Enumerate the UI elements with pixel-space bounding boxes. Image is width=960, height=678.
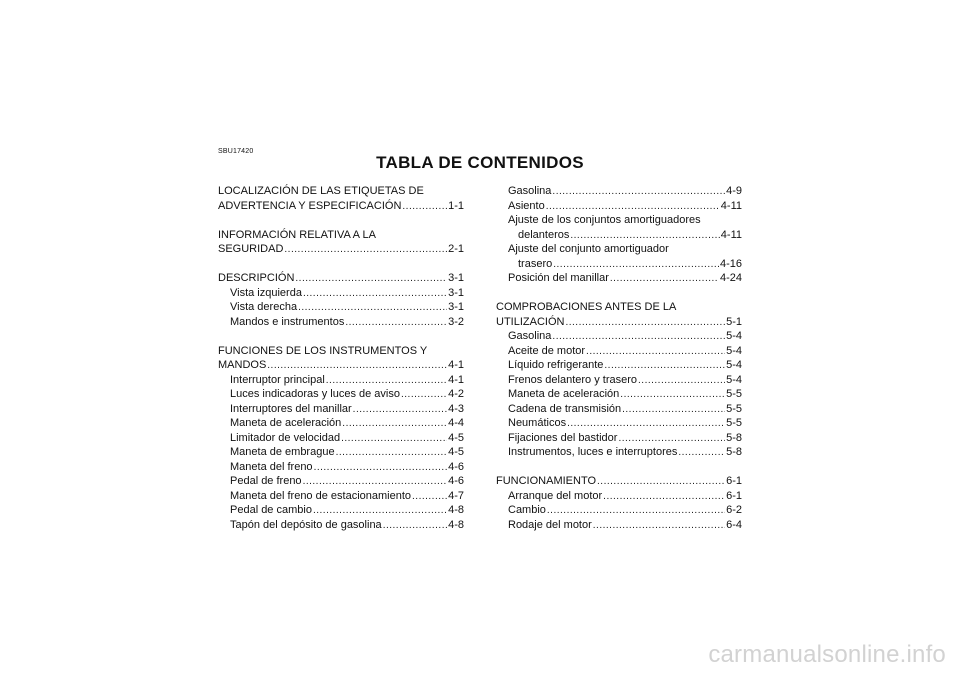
toc-entry-title: Maneta de aceleración: [508, 388, 620, 400]
toc-entry-title: Vista izquierda: [230, 286, 302, 299]
toc-spacer: [218, 257, 464, 272]
toc-entry[interactable]: [218, 431, 464, 446]
toc-page-number: 4-11: [720, 228, 742, 241]
toc-entry-title: Interruptor principal: [230, 373, 325, 386]
toc-heading-line: INFORMACIÓN RELATIVA A LA: [218, 228, 376, 241]
toc-entry-title: UTILIZACIÓN: [496, 315, 565, 328]
toc-entry[interactable]: [496, 402, 742, 417]
dot-leader: [547, 504, 725, 518]
toc-entry[interactable]: [218, 199, 464, 214]
toc-page-number: 5-4: [726, 359, 742, 371]
toc-page-number: 4-8: [448, 504, 464, 516]
toc-entry[interactable]: [496, 228, 742, 243]
dot-leader: [622, 403, 725, 417]
toc-entry-title: Interruptores del manillar: [230, 402, 352, 415]
toc-entry[interactable]: [218, 373, 464, 388]
dot-leader: [295, 272, 447, 286]
toc-entry-title: Maneta del freno: [230, 460, 313, 473]
dot-leader: [546, 200, 720, 214]
toc-page-number: 3-1: [448, 301, 464, 313]
toc-page-number: 1-1: [448, 199, 464, 212]
toc-page-number: 4-7: [448, 489, 464, 502]
toc-page-number: 4-4: [448, 417, 464, 429]
toc-entry[interactable]: [218, 315, 464, 330]
toc-entry-title: Rodaje del motor: [508, 518, 592, 531]
toc-page-number: 5-5: [726, 417, 742, 429]
page-title: TABLA DE CONTENIDOS: [376, 153, 584, 172]
toc-entry[interactable]: [496, 257, 742, 272]
toc-entry[interactable]: [218, 503, 464, 518]
toc-page-number: 5-1: [726, 315, 742, 328]
dot-leader: [597, 475, 725, 489]
toc-page-number: 5-5: [726, 388, 742, 400]
toc-entry[interactable]: [218, 416, 464, 431]
dot-leader: [341, 432, 447, 446]
toc-entry[interactable]: [218, 518, 464, 533]
toc-page-number: 6-1: [726, 489, 742, 502]
toc-entry-title: Posición del manillar: [508, 272, 609, 284]
dot-leader: [336, 446, 448, 460]
dot-leader: [593, 519, 725, 533]
toc-entry-title: Maneta de embrague: [230, 446, 335, 458]
dot-leader: [298, 301, 447, 315]
toc-entry[interactable]: [218, 242, 464, 257]
toc-entry-title: DESCRIPCIÓN: [218, 272, 295, 284]
toc-page-number: 6-4: [726, 518, 742, 531]
toc-entry[interactable]: [218, 474, 464, 489]
toc-entry-title: Pedal de freno: [230, 475, 302, 487]
toc-spacer: [496, 460, 742, 475]
toc-heading-line: LOCALIZACIÓN DE LAS ETIQUETAS DE: [218, 185, 424, 197]
toc-entry[interactable]: [496, 315, 742, 330]
toc-entry-title: Cadena de transmisión: [508, 402, 622, 415]
toc-page-number: 6-2: [726, 504, 742, 516]
toc-entry-title: Maneta de aceleración: [230, 417, 342, 429]
toc-entry[interactable]: [496, 358, 742, 373]
toc-entry[interactable]: [496, 445, 742, 460]
dot-leader: [586, 345, 725, 359]
toc-entry-title: Cambio: [508, 504, 546, 516]
toc-entry-title: Líquido refrigerante: [508, 359, 604, 371]
toc-entry-title: trasero: [518, 257, 553, 270]
document-code: SBU17420: [218, 148, 254, 155]
toc-page-number: 5-5: [726, 402, 742, 415]
toc-entry-title: Luces indicadoras y luces de aviso: [230, 388, 400, 400]
toc-entry-title: delanteros: [518, 228, 570, 241]
toc-entry-title: FUNCIONAMIENTO: [496, 475, 597, 487]
toc-entry[interactable]: [496, 387, 742, 402]
toc-entry-title: Vista derecha: [230, 301, 298, 313]
dot-leader: [412, 490, 447, 504]
dot-leader: [603, 490, 725, 504]
toc-page-number: 2-1: [448, 243, 464, 255]
toc-page-number: 3-1: [448, 286, 464, 299]
toc-entry-title: Frenos delantero y trasero: [508, 373, 638, 386]
dot-leader: [303, 475, 448, 489]
toc-entry-title: Aceite de motor: [508, 344, 586, 357]
toc-entry-title: SEGURIDAD: [218, 243, 284, 255]
toc-entry[interactable]: [496, 271, 742, 286]
dot-leader: [303, 287, 447, 301]
toc-entry[interactable]: [496, 489, 742, 504]
toc-page-number: 4-2: [448, 388, 464, 400]
toc-page-number: 4-11: [720, 199, 742, 212]
dot-leader: [618, 432, 725, 446]
toc-spacer: [496, 286, 742, 301]
toc-entry[interactable]: [496, 373, 742, 388]
toc-page-number: 3-1: [448, 272, 464, 284]
toc-entry-title: Fijaciones del bastidor: [508, 431, 618, 444]
dot-leader: [570, 229, 719, 243]
dot-leader: [313, 504, 447, 518]
dot-leader: [552, 185, 725, 199]
toc-entry[interactable]: [496, 431, 742, 446]
dot-leader: [284, 243, 447, 257]
toc-page-number: 6-1: [726, 475, 742, 487]
dot-leader: [342, 417, 447, 431]
toc-entry-title: Neumáticos: [508, 417, 567, 429]
dot-leader: [314, 461, 448, 475]
toc-spacer: [218, 213, 464, 228]
toc-entry[interactable]: [218, 387, 464, 402]
dot-leader: [401, 388, 447, 402]
toc-page-number: 4-8: [448, 518, 464, 531]
toc-heading-line: Ajuste del conjunto amortiguador: [508, 243, 669, 255]
toc-page-number: 4-24: [719, 272, 742, 284]
dot-leader: [678, 446, 725, 460]
dot-leader: [620, 388, 725, 402]
toc-spacer: [218, 329, 464, 344]
toc-entry[interactable]: [496, 344, 742, 359]
toc-entry-title: Arranque del motor: [508, 489, 603, 502]
toc-heading-line: COMPROBACIONES ANTES DE LA: [496, 301, 677, 313]
dot-leader: [383, 519, 447, 533]
toc-page-number: 4-9: [726, 185, 742, 197]
toc-left-column: [218, 184, 464, 532]
toc-page-number: 4-5: [448, 446, 464, 458]
toc-entry[interactable]: [496, 184, 742, 199]
toc-entry[interactable]: [218, 271, 464, 286]
dot-leader: [604, 359, 725, 373]
dot-leader: [402, 200, 447, 214]
toc-page-number: 5-8: [726, 431, 742, 444]
toc-page-number: 4-6: [448, 460, 464, 473]
toc-entry-title: Pedal de cambio: [230, 504, 312, 516]
toc-entry[interactable]: [218, 460, 464, 475]
dot-leader: [638, 374, 725, 388]
toc-page-number: 4-1: [448, 359, 464, 371]
dot-leader: [552, 330, 725, 344]
toc-heading-line: FUNCIONES DE LOS INSTRUMENTOS Y: [218, 344, 428, 357]
toc-entry[interactable]: [496, 199, 742, 214]
toc-entry-title: Mandos e instrumentos: [230, 315, 345, 328]
toc-entry[interactable]: [496, 329, 742, 344]
toc-entry-title: Gasolina: [508, 185, 552, 197]
dot-leader: [326, 374, 447, 388]
toc-page-number: 4-1: [448, 373, 464, 386]
dot-leader: [565, 316, 725, 330]
toc-entry[interactable]: [218, 286, 464, 301]
toc-page-number: 4-6: [448, 475, 464, 487]
watermark: carmanualsonline.info: [708, 641, 946, 668]
toc-entry-title: Limitador de velocidad: [230, 431, 341, 444]
toc-entry-title: Gasolina: [508, 330, 552, 342]
toc-page-number: 4-16: [719, 257, 742, 270]
toc-entry[interactable]: [496, 503, 742, 518]
toc-page-number: 5-4: [726, 373, 742, 386]
dot-leader: [610, 272, 719, 286]
dot-leader: [345, 316, 447, 330]
dot-leader: [567, 417, 725, 431]
toc-page-number: 5-4: [726, 330, 742, 342]
toc-page-number: 4-3: [448, 402, 464, 415]
toc-heading-line: Ajuste de los conjuntos amortiguadores: [508, 214, 701, 226]
toc-entry-title: Maneta del freno de estacionamiento: [230, 489, 412, 502]
toc-entry[interactable]: [218, 358, 464, 373]
toc-entry[interactable]: [496, 518, 742, 533]
toc-page-number: 5-8: [726, 446, 742, 458]
toc-right-column: [496, 184, 742, 532]
toc-entry[interactable]: [218, 489, 464, 504]
dot-leader: [353, 403, 447, 417]
toc-entry-title: Asiento: [508, 199, 545, 212]
toc-entry[interactable]: [218, 300, 464, 315]
toc-entry[interactable]: [218, 402, 464, 417]
toc-page-number: 4-5: [448, 431, 464, 444]
toc-entry-title: Instrumentos, luces e interruptores: [508, 446, 678, 458]
toc-entry-title: MANDOS: [218, 359, 267, 371]
toc-entry[interactable]: [496, 416, 742, 431]
toc-page-number: 5-4: [726, 344, 742, 357]
toc-entry-title: ADVERTENCIA Y ESPECIFICACIÓN: [218, 199, 402, 212]
toc-page-number: 3-2: [448, 315, 464, 328]
dot-leader: [553, 258, 719, 272]
dot-leader: [267, 359, 447, 373]
toc-entry[interactable]: [496, 474, 742, 489]
toc-entry-title: Tapón del depósito de gasolina: [230, 518, 382, 531]
toc-entry[interactable]: [218, 445, 464, 460]
